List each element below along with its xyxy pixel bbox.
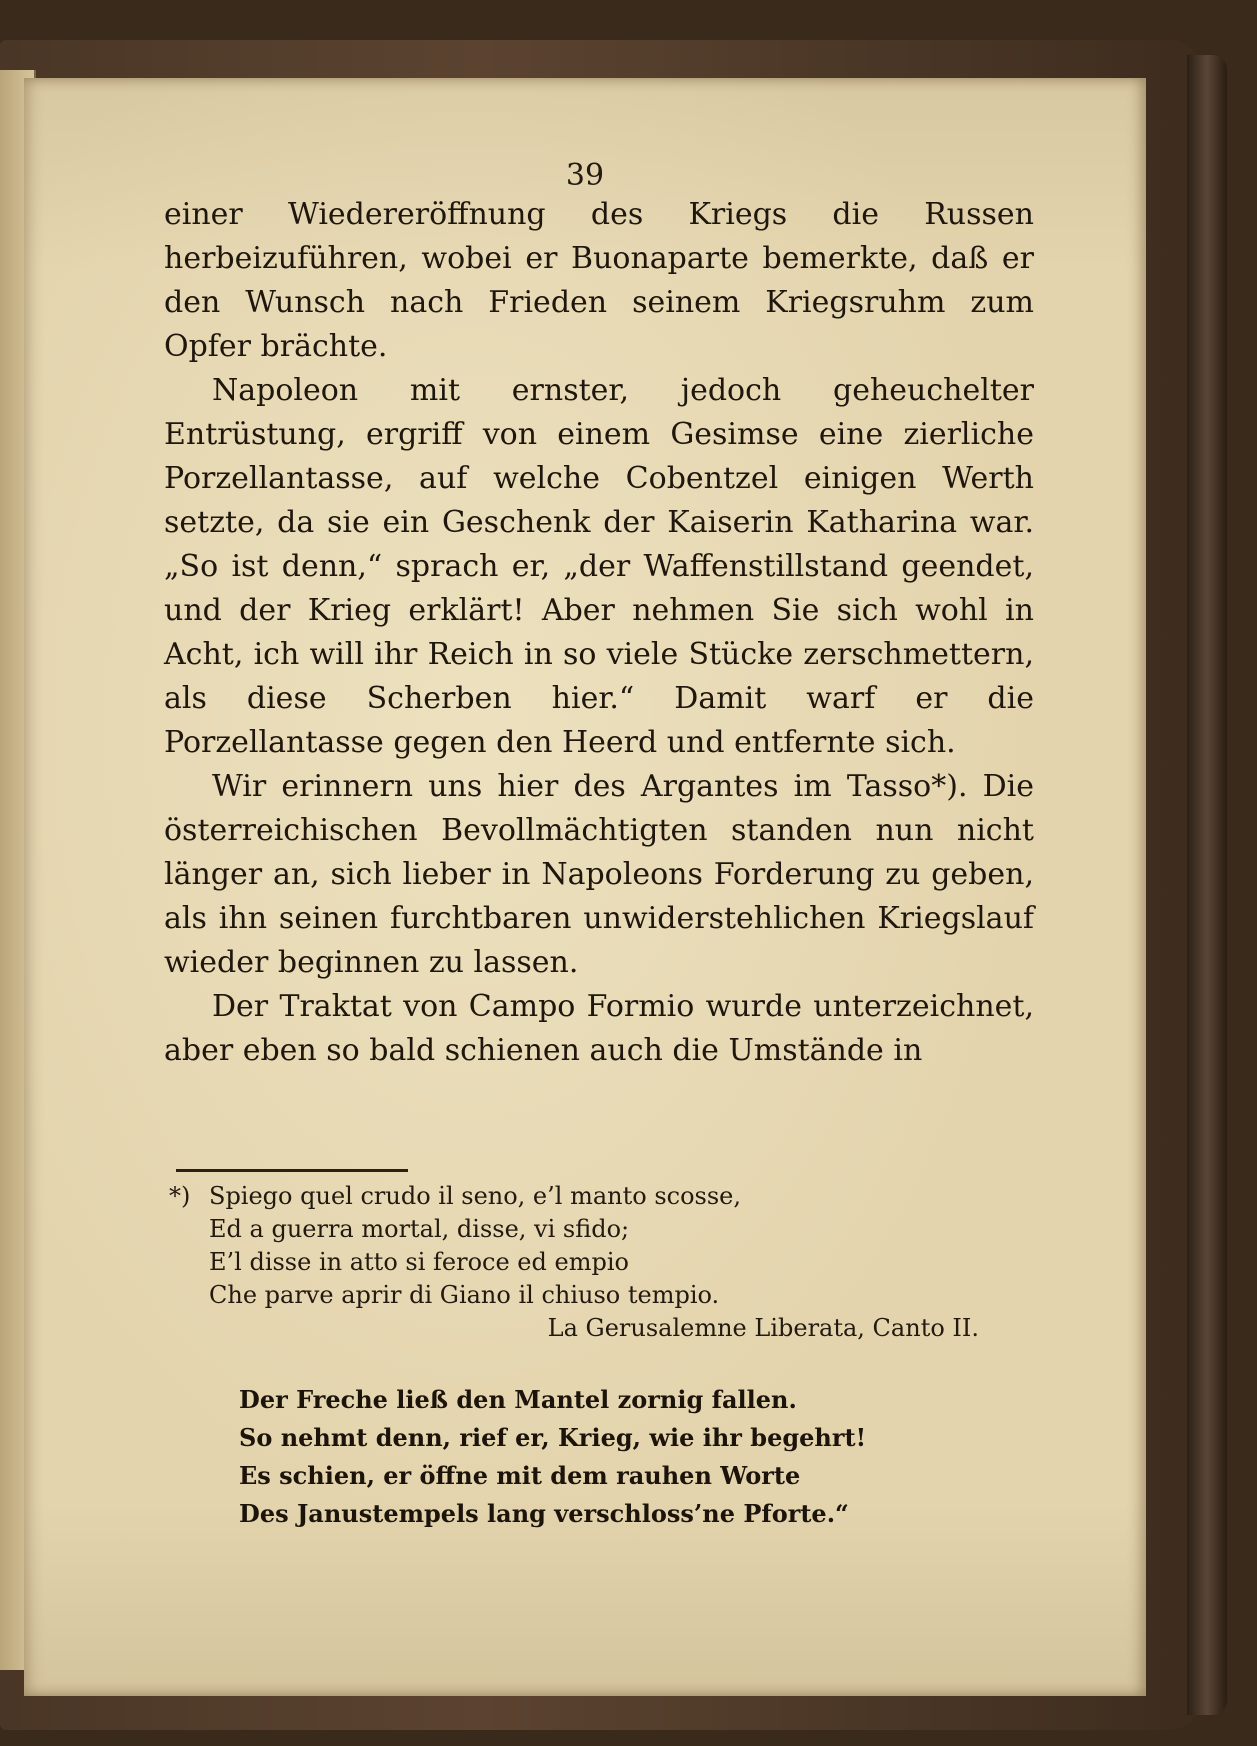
footnote-line — [169, 1180, 989, 1213]
main-text — [164, 193, 1034, 1073]
footnote-verse: Che parve aprir di Giano il chiuso tempio. — [209, 1281, 720, 1309]
paragraph: Der Traktat von Campo Formio wurde unterzeichnet, aber eben so bald schienen auch die Umstände in — [164, 989, 1034, 1068]
paragraph: Wir erinnern uns hier des Argantes im Tasso*). Die österreichischen Bevollmächtigten standen nun nicht länger an, sich lieber in Napoleons Forderung zu geben, als ihn seinen furchtbaren unwiderstehlichen Kriegslauf wieder beginnen zu lassen. — [164, 769, 1034, 980]
footnote — [169, 1180, 989, 1345]
book-cover-edge — [1187, 55, 1227, 1715]
translation-line: Der Freche ließ den Mantel zornig fallen. — [239, 1385, 797, 1414]
footnote-verse: Spiego quel crudo il seno, e’l manto scosse, — [209, 1182, 741, 1210]
footnote-verse: E’l disse in atto si feroce ed empio — [209, 1248, 629, 1276]
translation-verses — [239, 1381, 1019, 1533]
translation-line: Des Janustempels lang verschloss’ne Pforte.“ — [239, 1499, 849, 1528]
paragraph: einer Wiedereröffnung des Kriegs die Russen herbeizuführen, wobei er Buonaparte bemerkte, daß er den Wunsch nach Frieden seinem Kriegsruhm zum Opfer brächte. — [164, 197, 1034, 364]
footnote-verse: Ed a guerra mortal, disse, vi sfido; — [209, 1215, 630, 1243]
paragraph: Napoleon mit ernster, jedoch geheuchelter Entrüstung, ergriff von einem Gesimse eine zierliche Porzellantasse, auf welche Cobentzel einigen Werth setzte, da sie ein Geschenk der Kaiserin Katharina war. „So ist denn,“ sprach er, „der Waffenstillstand geendet, und der Krieg erklärt! Aber nehmen Sie sich wohl in Acht, ich will ihr Reich in so viele Stücke zerschmettern, als diese Scherben hier.“ Damit warf er die Porzellantasse gegen den Heerd und entfernte sich. — [164, 373, 1034, 760]
translation-line: Es schien, er öffne mit dem rauhen Worte — [239, 1461, 801, 1490]
book-page — [24, 78, 1146, 1696]
footnote-rule — [176, 1169, 408, 1172]
page-number: 39 — [565, 158, 605, 193]
footnote-source: La Gerusalemne Liberata, Canto II. — [547, 1314, 979, 1342]
translation-line: So nehmt denn, rief er, Krieg, wie ihr begehrt! — [239, 1423, 867, 1452]
footnote-marker: *) — [169, 1182, 191, 1210]
